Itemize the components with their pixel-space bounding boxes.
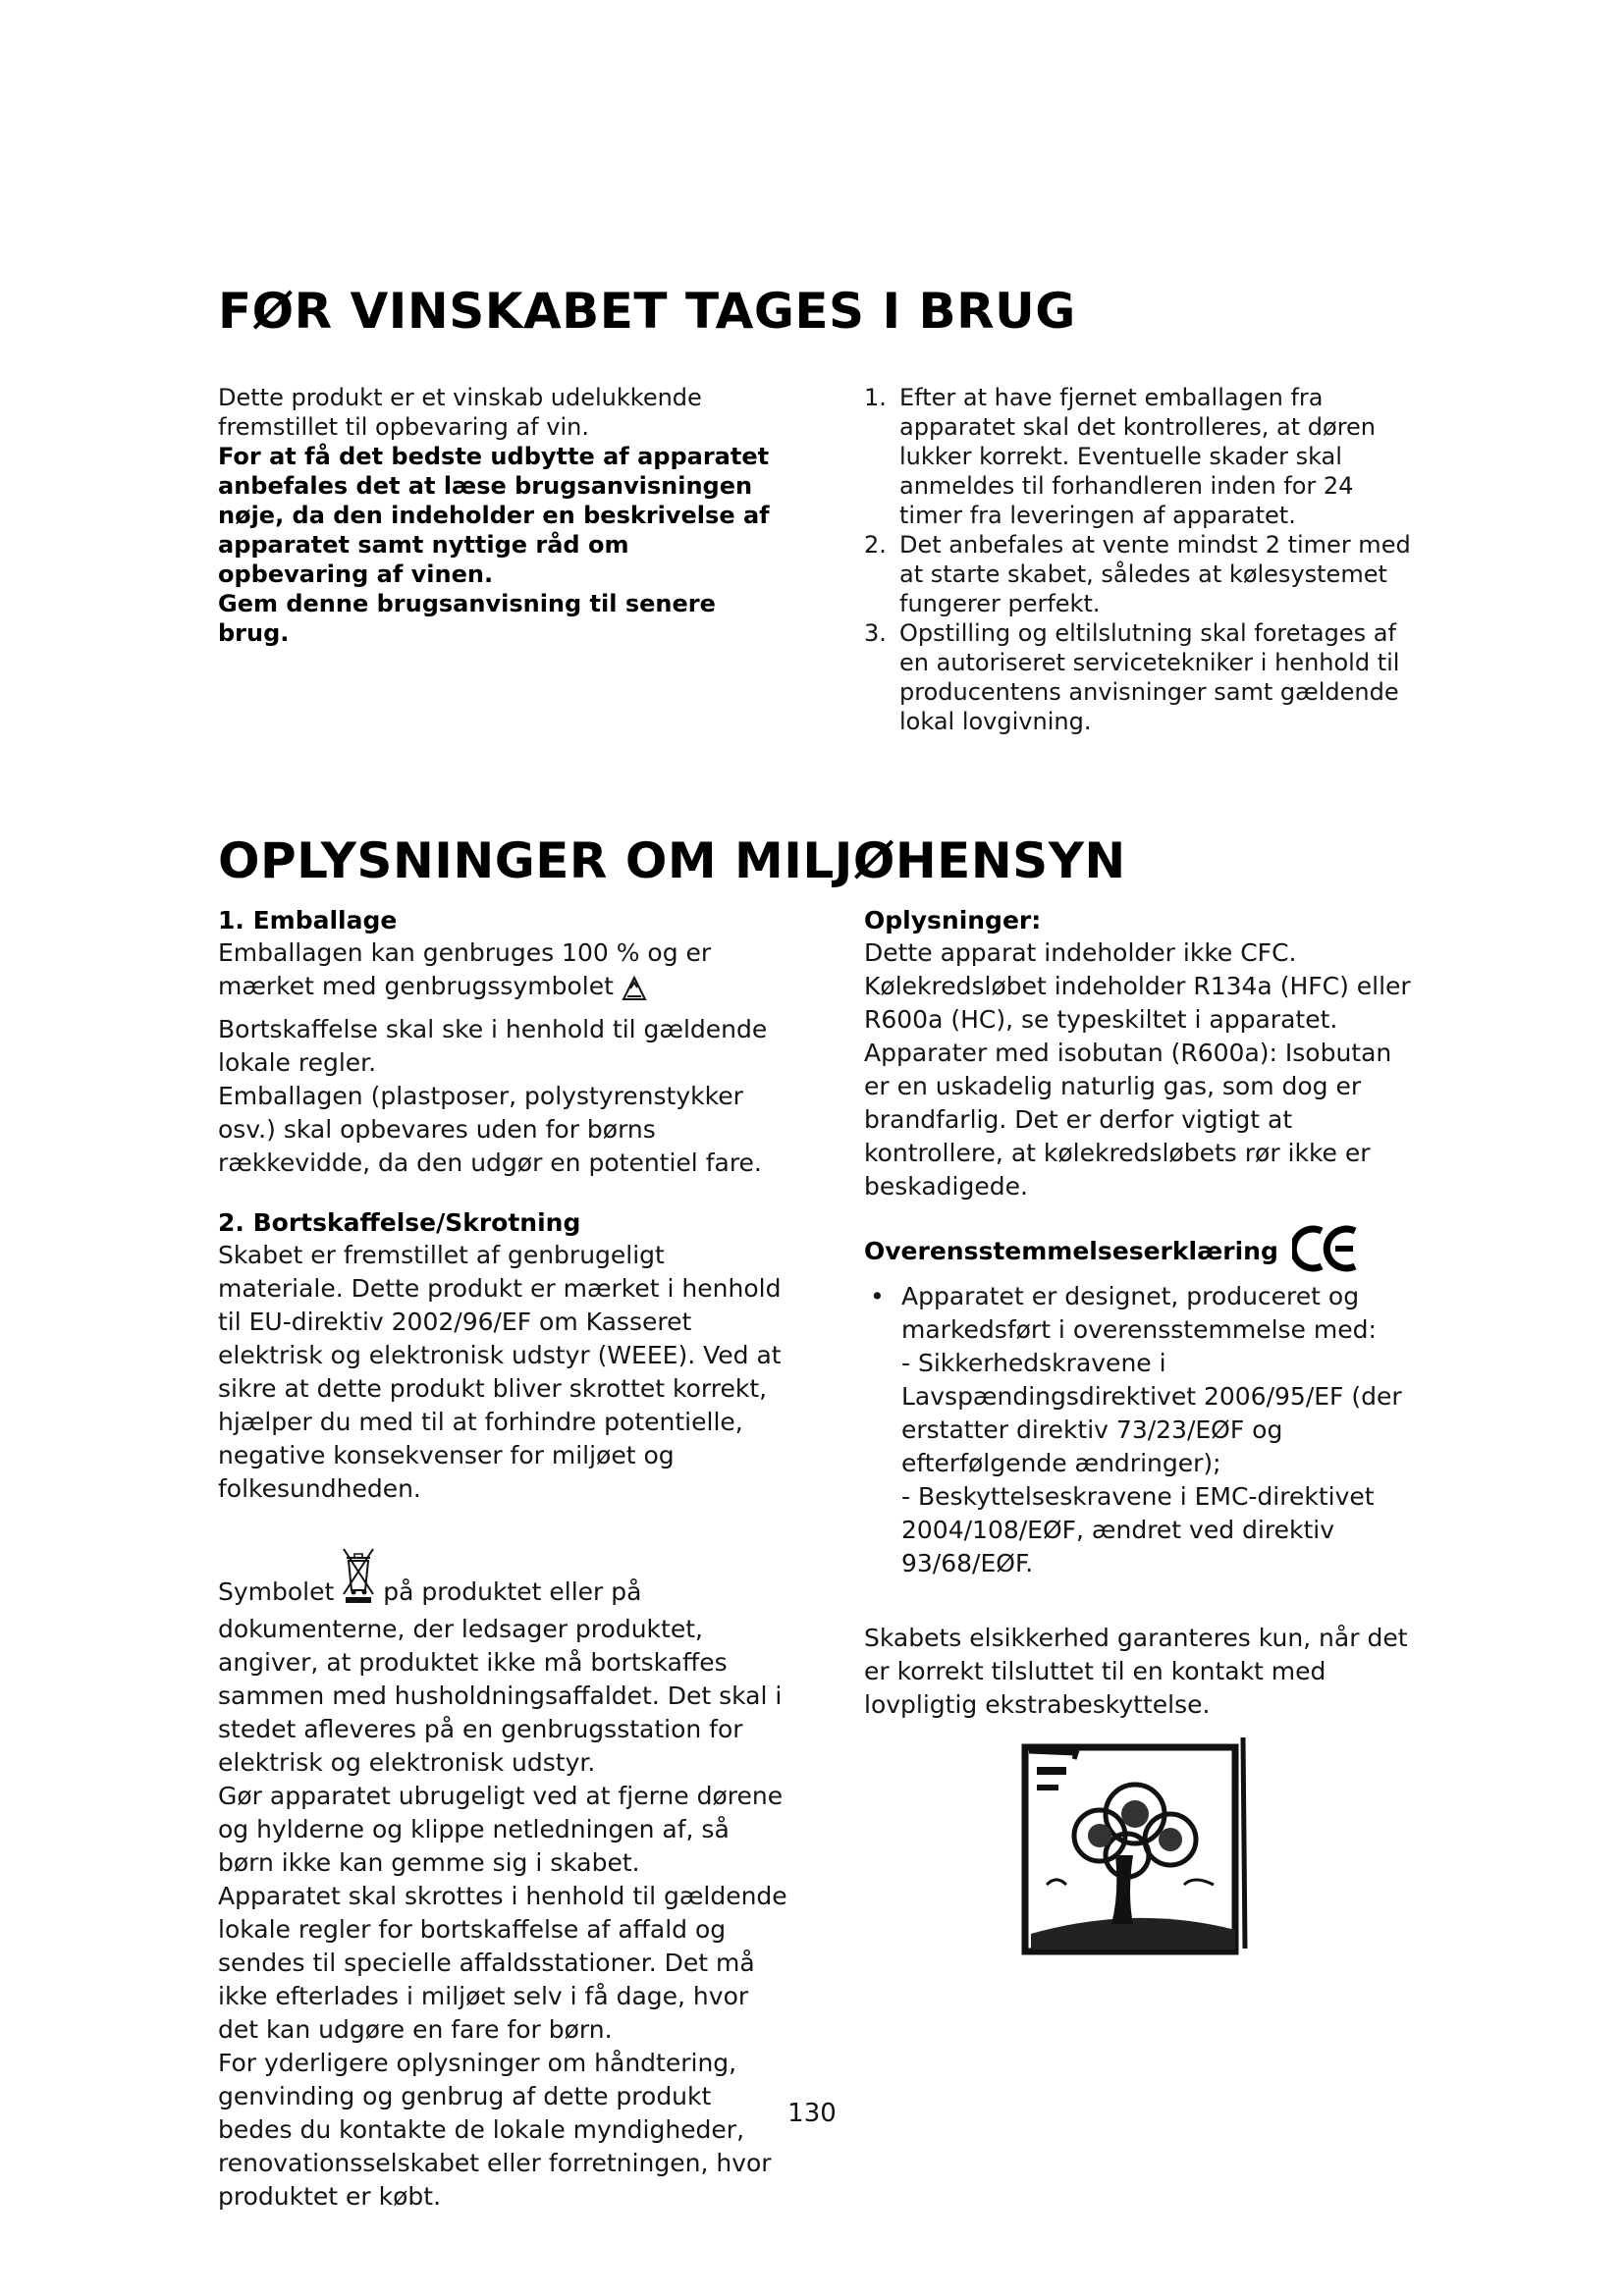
environment-left-column — [218, 905, 787, 2214]
eco-tree-illustration — [1017, 1737, 1253, 1963]
section-title-environment: OPLYSNINGER OM MILJØHENSYN — [218, 832, 1126, 889]
conformity-heading: Overensstemmelseserklæring — [864, 1237, 1278, 1265]
conformity-heading-row — [864, 1225, 1414, 1280]
keep-manual-note: Gem denne brugsanvisning til senere brug. — [218, 590, 716, 647]
disposal-unusable-text: Gør apparatet ubrugeligt ved at fjerne dørene og hylderne og klippe netledningen af, så børn ikke kan gemme sig i skabet. — [218, 1782, 784, 1877]
conformity-bullet: • Apparatet er designet, produceret og markedsført i overensstemmelse med: — [870, 1282, 1377, 1344]
information-heading: Oplysninger: — [864, 906, 1042, 934]
emballage-heading: 1. Emballage — [218, 906, 398, 934]
step-item: 2. Det anbefales at vente mindst 2 timer med at starte skabet, således at kølesystemet fungerer perfekt. — [864, 531, 1411, 617]
page-number: 130 — [787, 2099, 837, 2128]
crossed-bin-icon — [342, 1547, 375, 1613]
refrigerant-text: Kølekredsløbet indeholder R134a (HFC) eller R600a (HC), se typeskiltet i apparatet. — [864, 972, 1411, 1034]
disposal-contact-text: For yderligere oplysninger om håndtering, genvinding og genbrug af dette produkt bedes du kontakte de lokale myndigheder, renovationsselskabet eller forretningen, hvor produktet er købt. — [218, 2049, 772, 2211]
emballage-recycle-text: Emballagen kan genbruges 100 % og er mærket med genbrugssymbolet Bortskaffelse skal ske i henhold til gældende lokale regler. — [218, 938, 768, 1077]
disposal-rules-text: Apparatet skal skrottes i henhold til gældende lokale regler for bortskaffelse af affald og sendes til specielle affaldsstationer. Det må ikke efterlades i miljøet selv i få dage, hvor det kan udgøre en fare for børn. — [218, 1882, 787, 2044]
intro-text: Dette produkt er et vinskab udelukkende fremstillet til opbevaring af vin. — [218, 384, 702, 441]
disposal-heading: 2. Bortskaffelse/Skrotning — [218, 1208, 581, 1237]
emballage-safety-text: Emballagen (plastposer, polystyrenstykker osv.) skal opbevares uden for børns rækkevidde, da den udgør en potentiel fare. — [218, 1082, 762, 1177]
electrical-safety-text: Skabets elsikkerhed garanteres kun, når det er korrekt tilsluttet til en kontakt med lovpligtig ekstrabeskyttelse. — [864, 1624, 1408, 1719]
step-item: 1. Efter at have fjernet emballagen fra apparatet skal det kontrolleres, at døren lukker korrekt. Eventuelle skader skal anmeldes til forhandleren inden for 24 timer fra leveringen af apparatet. — [864, 384, 1377, 529]
isobutane-text: Apparater med isobutan (R600a): Isobutan er en uskadelig naturlig gas, som dog er brandfarlig. Det er derfor vigtigt at kontrollere, at kølekredsløbets rør ikke er beskadigede. — [864, 1039, 1392, 1201]
ce-mark-icon — [1292, 1225, 1361, 1280]
intro-block — [218, 383, 787, 648]
disposal-symbol-text: Symbolet på produktet eller på dokumenterne, der ledsager produktet, angiver, at produktet ikke må bortskaffes sammen med husholdningsaffaldet. Det skal i stedet afleveres på en genbrugsstation for elektrisk og elektronisk udstyr. — [218, 1547, 787, 1780]
disposal-weee-text: Skabet er fremstillet af genbrugeligt materiale. Dette produkt er mærket i henhold til EU-direktiv 2002/96/EF om Kasseret elektrisk og elektronisk udstyr (WEEE). Ved at sikre at dette produkt bliver skrottet korrekt, hjælper du med til at forhindre potentielle, negative konsekvenser for miljøet og folkesundheden. — [218, 1241, 782, 1503]
no-cfc-text: Dette apparat indeholder ikke CFC. — [864, 938, 1297, 967]
environment-right-column — [864, 905, 1414, 1722]
step-item: 3. Opstilling og eltilslutning skal foretages af en autoriseret servicetekniker i henhold til producentens anvisninger samt gældende lokal lovgivning. — [864, 619, 1400, 735]
section-title-before-use: FØR VINSKABET TAGES I BRUG — [218, 283, 1076, 340]
read-manual-note: For at få det bedste udbytte af apparatet anbefales det at læse brugsanvisningen nøje, da den indeholder en beskrivelse af apparatet samt nyttige råd om opbevaring af vinen. — [218, 443, 770, 588]
installation-steps — [864, 383, 1414, 736]
emc-directive: - Beskyttelseskravene i EMC-direktivet 2004/108/EØF, ændret ved direktiv 93/68/EØF. — [901, 1482, 1375, 1577]
recycle-triangle-icon — [622, 975, 647, 1013]
low-voltage-directive: - Sikkerhedskravene i Lavspændingsdirektivet 2006/95/EF (der erstatter direktiv 73/23/EØF og efterfølgende ændringer); — [901, 1349, 1402, 1477]
